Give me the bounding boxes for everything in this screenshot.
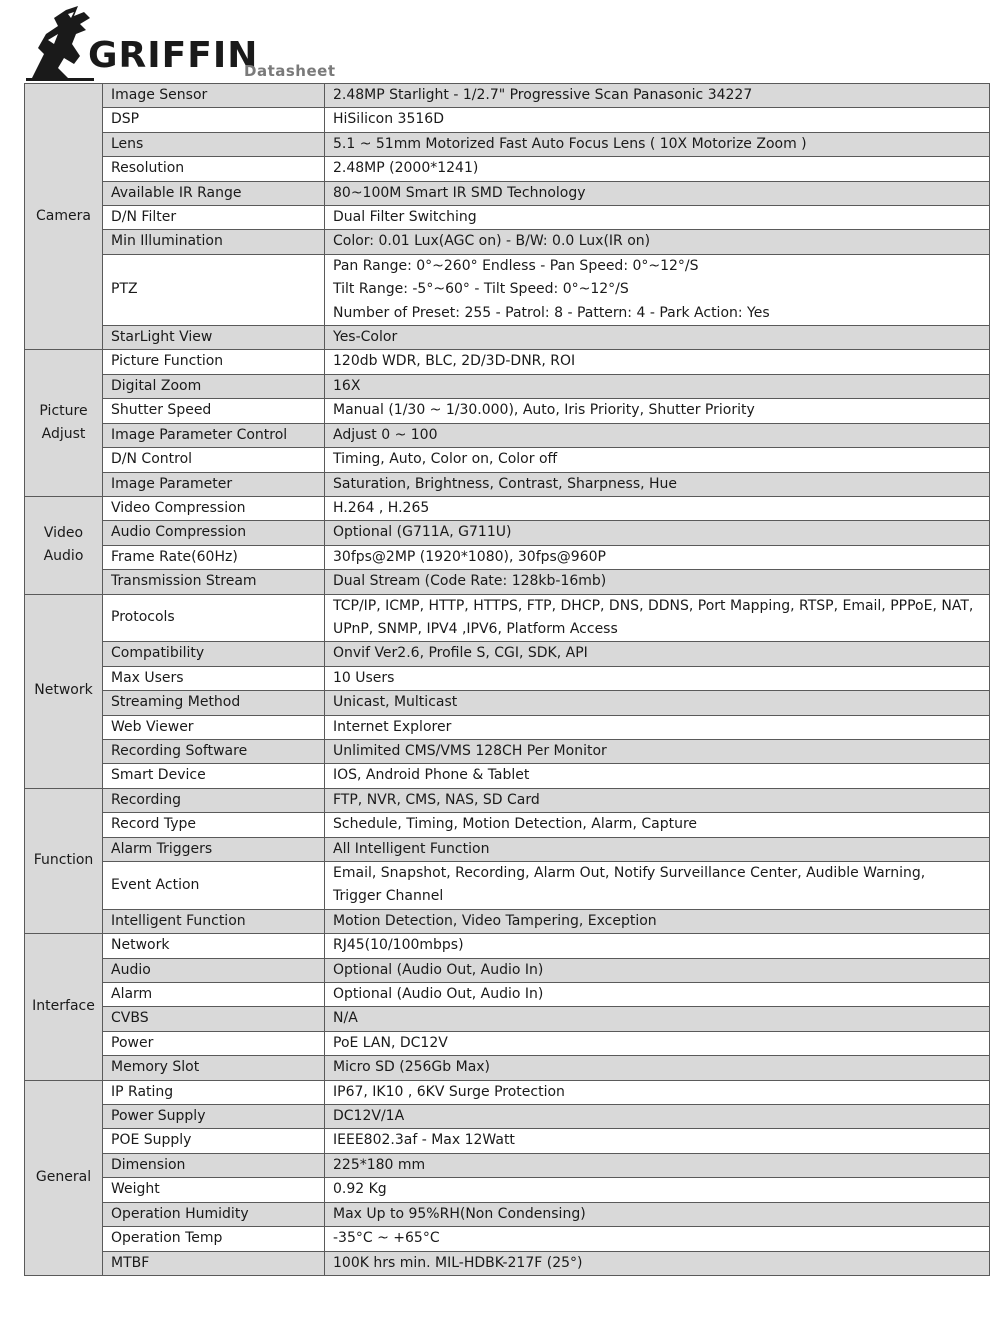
spec-row [25,1251,990,1275]
datasheet-header [24,4,524,82]
spec-name: CVBS [103,1007,325,1031]
spec-value [325,909,990,933]
spec-value-line: IEEE802.3af - Max 12Watt [333,1132,515,1149]
spec-row [25,350,990,374]
spec-value [325,496,990,520]
document-label: Datasheet [244,62,336,80]
spec-value-line: Optional (Audio Out, Audio In) [333,986,544,1003]
spec-row [25,642,990,666]
spec-row [25,1227,990,1251]
spec-value [325,983,990,1007]
spec-value-line: Timing, Auto, Color on, Color off [333,451,558,468]
spec-name: Recording Software [103,739,325,763]
section-category-label: Video Audio [43,524,84,565]
spec-name: Network [103,934,325,958]
spec-value [325,108,990,132]
spec-row [25,813,990,837]
spec-value [325,691,990,715]
spec-value [325,739,990,763]
spec-name: Available IR Range [103,181,325,205]
spec-value [325,472,990,496]
spec-name: DSP [103,108,325,132]
spec-name: Weight [103,1178,325,1202]
spec-value [325,642,990,666]
spec-name: Frame Rate(60Hz) [103,545,325,569]
spec-value [325,1129,990,1153]
spec-value-line: Optional (G711A, G711U) [333,524,512,541]
spec-name: Streaming Method [103,691,325,715]
spec-value [325,1153,990,1177]
spec-name: Audio [103,958,325,982]
spec-value [325,374,990,398]
spec-value-line: Schedule, Timing, Motion Detection, Alarm, Capture [333,816,698,833]
spec-value [325,715,990,739]
spec-row [25,1007,990,1031]
spec-value-line: 80~100M Smart IR SMD Technology [333,184,586,201]
spec-row [25,1129,990,1153]
spec-value [325,399,990,423]
spec-row [25,254,990,325]
spec-value-line: 100K hrs min. MIL-HDBK-217F (25°) [333,1254,583,1271]
spec-value [325,206,990,230]
spec-value-line: Onvif Ver2.6, Profile S, CGI, SDK, API [333,645,588,662]
spec-name: MTBF [103,1251,325,1275]
spec-name: Intelligent Function [103,909,325,933]
spec-value-line: UPnP, SNMP, IPV4 ,IPV6, Platform Access [333,620,618,637]
spec-value [325,254,990,325]
spec-value [325,934,990,958]
section-category-label: Function [33,852,94,869]
spec-value-line: 5.1 ~ 51mm Motorized Fast Auto Focus Lens ( 10X Motorize Zoom ) [333,135,807,152]
spec-value-line: Motion Detection, Video Tampering, Exception [333,912,657,929]
spec-row [25,472,990,496]
spec-name: Audio Compression [103,521,325,545]
spec-row [25,108,990,132]
section-category-label: General [35,1169,92,1186]
spec-value-line: Internet Explorer [333,718,452,735]
spec-value-line: H.264 , H.265 [333,499,430,516]
spec-row [25,594,990,642]
spec-value [325,1202,990,1226]
spec-name: Picture Function [103,350,325,374]
spec-value [325,764,990,788]
spec-name: Resolution [103,157,325,181]
spec-value-line: TCP/IP, ICMP, HTTP, HTTPS, FTP, DHCP, DNS, DDNS, Port Mapping, RTSP, Email, PPPoE, NAT, [333,597,974,614]
spec-value [325,666,990,690]
spec-value-line: 2.48MP Starlight - 1/2.7" Progressive Scan Panasonic 34227 [333,87,753,103]
spec-value [325,448,990,472]
spec-row [25,983,990,1007]
spec-row [25,206,990,230]
spec-row [25,1031,990,1055]
spec-name: Record Type [103,813,325,837]
spec-value [325,1007,990,1031]
spec-row [25,1056,990,1080]
spec-name: Event Action [103,862,325,910]
spec-name: Image Parameter [103,472,325,496]
section-category [25,934,103,1080]
spec-value-line: Unlimited CMS/VMS 128CH Per Monitor [333,742,607,759]
spec-value [325,788,990,812]
spec-name: IP Rating [103,1080,325,1104]
section-category-label: Picture Adjust [39,402,88,443]
spec-name: Protocols [103,594,325,642]
spec-value [325,813,990,837]
spec-value [325,230,990,254]
spec-value-line: Number of Preset: 255 - Patrol: 8 - Pattern: 4 - Park Action: Yes [333,304,770,321]
spec-value-line: FTP, NVR, CMS, NAS, SD Card [333,791,540,808]
spec-row [25,157,990,181]
spec-row [25,374,990,398]
spec-value-line: 0.92 Kg [333,1181,387,1198]
spec-value [325,1227,990,1251]
spec-name: Power [103,1031,325,1055]
spec-value [325,1080,990,1104]
spec-name: Compatibility [103,642,325,666]
spec-value-line: Manual (1/30 ~ 1/30.000), Auto, Iris Priority, Shutter Priority [333,402,755,419]
section-category-label: Interface [32,998,95,1015]
spec-value [325,350,990,374]
spec-value-line: 2.48MP (2000*1241) [333,160,479,177]
spec-name: POE Supply [103,1129,325,1153]
spec-name: Image Sensor [103,84,325,108]
spec-row [25,448,990,472]
spec-value [325,423,990,447]
spec-name: Shutter Speed [103,399,325,423]
spec-row [25,1080,990,1104]
spec-value-line: N/A [333,1010,358,1027]
spec-row [25,1178,990,1202]
spec-value-line: Yes-Color [333,329,398,346]
spec-value [325,837,990,861]
spec-value-line: Pan Range: 0°~260° Endless - Pan Speed: 0°~12°/S [333,257,699,274]
spec-value [325,132,990,156]
section-category [25,788,103,933]
spec-row [25,862,990,910]
section-category-label: Camera [36,208,91,225]
spec-value-line: RJ45(10/100mbps) [333,937,464,954]
spec-value-line: -35°C ~ +65°C [333,1230,440,1247]
spec-row [25,132,990,156]
spec-name: Digital Zoom [103,374,325,398]
spec-name: Dimension [103,1153,325,1177]
spec-name: Alarm Triggers [103,837,325,861]
spec-value-line: Max Up to 95%RH(Non Condensing) [333,1205,586,1222]
spec-table-body [25,84,990,1276]
spec-name: Web Viewer [103,715,325,739]
spec-name: Power Supply [103,1105,325,1129]
spec-value-line: HiSilicon 3516D [333,111,444,128]
spec-name: Operation Temp [103,1227,325,1251]
spec-table [24,83,990,1276]
spec-value [325,594,990,642]
spec-value-line: Dual Stream (Code Rate: 128kb-16mb) [333,573,607,590]
spec-row [25,764,990,788]
spec-row [25,934,990,958]
spec-row [25,909,990,933]
spec-value-line: DC12V/1A [333,1108,405,1125]
spec-value-line: Tilt Range: -5°~60° - Tilt Speed: 0°~12°/S [333,281,629,298]
spec-row [25,788,990,812]
spec-row [25,666,990,690]
section-category [25,84,103,350]
spec-row [25,958,990,982]
spec-row [25,1202,990,1226]
spec-value-line: Trigger Channel [333,888,444,905]
spec-value [325,545,990,569]
spec-row [25,691,990,715]
spec-name: Video Compression [103,496,325,520]
spec-value-line: 30fps@2MP (1920*1080), 30fps@960P [333,548,606,565]
spec-value [325,157,990,181]
spec-value-line: 16X [333,377,361,394]
spec-row [25,84,990,108]
spec-row [25,521,990,545]
spec-value [325,862,990,910]
spec-row [25,399,990,423]
spec-value [325,84,990,108]
spec-value-line: Unicast, Multicast [333,694,458,711]
spec-value-line: 120db WDR, BLC, 2D/3D-DNR, ROI [333,353,576,370]
spec-value [325,1105,990,1129]
spec-name: Recording [103,788,325,812]
spec-name: Smart Device [103,764,325,788]
spec-value-line: Optional (Audio Out, Audio In) [333,961,544,978]
spec-value [325,958,990,982]
brand-name: GRIFFIN [88,35,259,76]
spec-row [25,230,990,254]
spec-value [325,1178,990,1202]
section-category [25,1080,103,1275]
spec-name: Memory Slot [103,1056,325,1080]
spec-name: PTZ [103,254,325,325]
section-category [25,350,103,496]
spec-name: D/N Control [103,448,325,472]
spec-row [25,181,990,205]
spec-value-line: IP67, IK10 , 6KV Surge Protection [333,1083,565,1100]
spec-value-line: Email, Snapshot, Recording, Alarm Out, Notify Surveillance Center, Audible Warning, [333,865,926,881]
spec-row [25,1153,990,1177]
spec-row [25,496,990,520]
spec-value [325,1031,990,1055]
spec-value-line: Saturation, Brightness, Contrast, Sharpness, Hue [333,475,678,492]
spec-value-line: Micro SD (256Gb Max) [333,1059,491,1076]
spec-value-line: All Intelligent Function [333,840,490,857]
spec-value-line: IOS, Android Phone & Tablet [333,767,530,784]
spec-name: Max Users [103,666,325,690]
spec-value [325,521,990,545]
section-category [25,594,103,788]
spec-name: Alarm [103,983,325,1007]
spec-value-line: Adjust 0 ~ 100 [333,426,438,443]
spec-name: D/N Filter [103,206,325,230]
spec-name: Lens [103,132,325,156]
spec-value [325,181,990,205]
section-category [25,496,103,594]
spec-value-line: 225*180 mm [333,1156,426,1173]
spec-name: Min Illumination [103,230,325,254]
spec-row [25,715,990,739]
spec-name: Operation Humidity [103,1202,325,1226]
spec-value-line: 10 Users [333,669,395,686]
spec-value-line: Dual Filter Switching [333,209,477,226]
spec-row [25,545,990,569]
spec-value-line: Color: 0.01 Lux(AGC on) - B/W: 0.0 Lux(IR on) [333,233,651,250]
spec-row [25,570,990,594]
spec-row [25,837,990,861]
spec-row [25,1105,990,1129]
spec-value [325,570,990,594]
spec-value [325,326,990,350]
spec-value-line: PoE LAN, DC12V [333,1034,448,1051]
spec-row [25,739,990,763]
section-category-label: Network [34,682,93,699]
spec-value [325,1056,990,1080]
spec-name: StarLight View [103,326,325,350]
spec-row [25,326,990,350]
spec-name: Transmission Stream [103,570,325,594]
spec-row [25,423,990,447]
spec-name: Image Parameter Control [103,423,325,447]
spec-value [325,1251,990,1275]
